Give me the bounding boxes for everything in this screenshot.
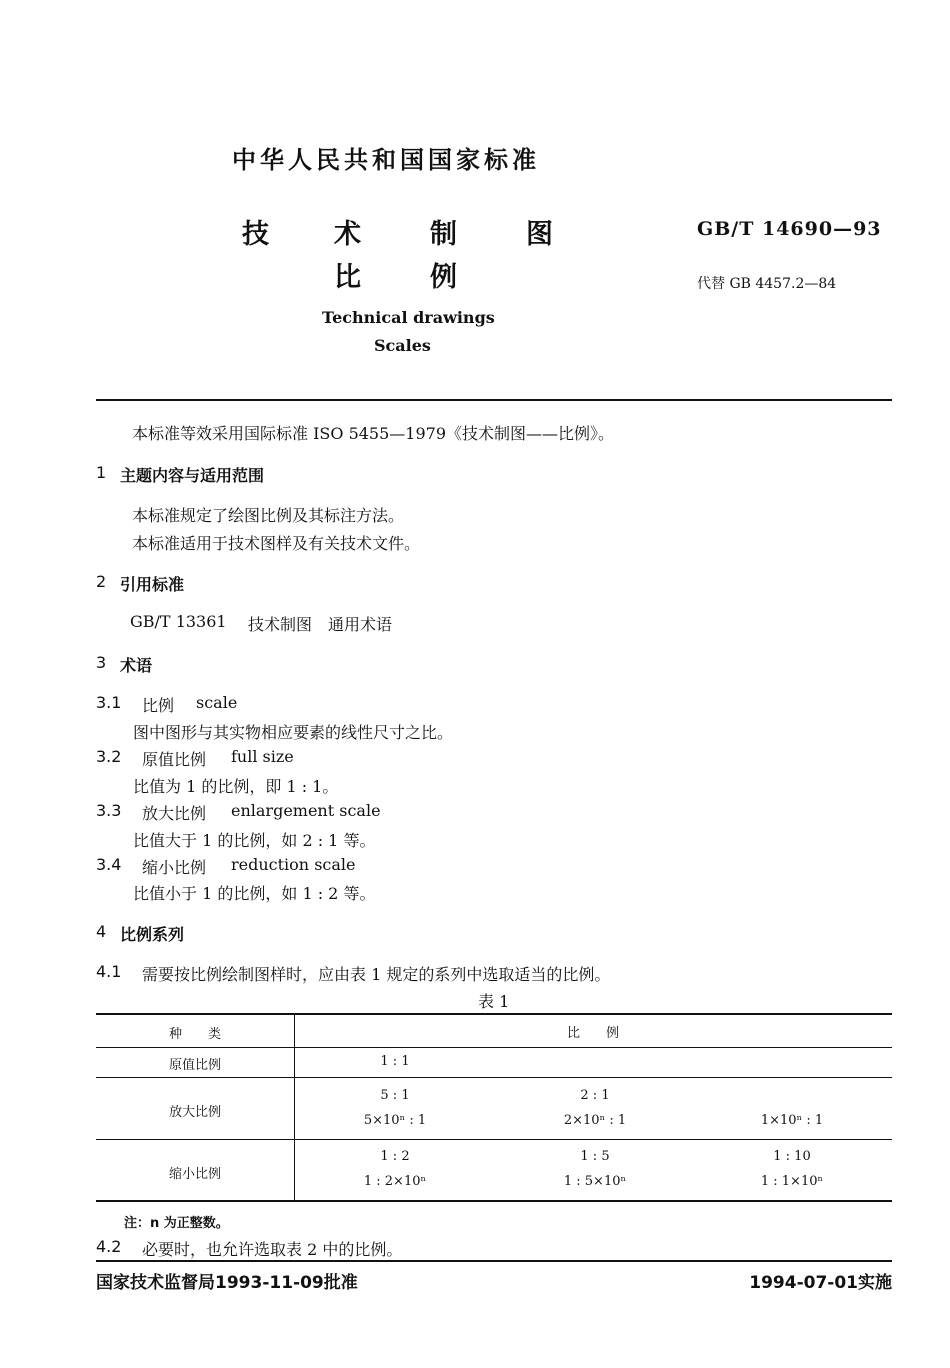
table-cell: 5 : 1 xyxy=(380,1088,410,1103)
table-cell: 1×10ⁿ : 1 xyxy=(760,1113,824,1128)
section-number: 1 xyxy=(96,463,107,482)
term-definition: 比值为 1 的比例，即 1 : 1。 xyxy=(133,777,339,796)
term-cn: 原值比例 xyxy=(142,750,207,769)
footer-divider xyxy=(96,1260,892,1262)
table-row-kind: 放大比例 xyxy=(168,1105,221,1120)
term-definition: 比值大于 1 的比例，如 2 : 1 等。 xyxy=(133,831,376,850)
english-subtitle: Scales xyxy=(374,336,431,355)
section-number: 4 xyxy=(96,922,107,941)
table-caption: 表 1 xyxy=(478,992,510,1011)
reference-code: GB/T 13361 xyxy=(130,612,227,631)
org-title: 中华人民共和国国家标准 xyxy=(232,146,540,174)
table-rule xyxy=(96,1139,892,1140)
replaces-note: 代替 GB 4457.2—84 xyxy=(697,276,837,292)
table-row-kind: 原值比例 xyxy=(168,1058,221,1073)
section-title: 引用标准 xyxy=(120,575,185,594)
approval-line: 国家技术监督局1993-11-09批准 xyxy=(96,1273,358,1293)
title-char: 图 xyxy=(526,219,553,250)
table-cell: 1 : 5 xyxy=(580,1149,610,1164)
english-title: Technical drawings xyxy=(322,308,495,327)
header-divider xyxy=(96,399,892,401)
table-header-kind: 种 类 xyxy=(168,1027,221,1042)
clause-text: 需要按比例绘制图样时，应由表 1 规定的系列中选取适当的比例。 xyxy=(142,965,611,984)
term-en: enlargement scale xyxy=(231,801,381,820)
section-title: 比例系列 xyxy=(120,925,185,944)
term-en: reduction scale xyxy=(231,855,356,874)
clause-number: 4.1 xyxy=(96,962,122,981)
table-cell: 1 : 1×10ⁿ xyxy=(760,1174,824,1189)
table-cell: 1 : 2 xyxy=(380,1149,410,1164)
section-title: 主题内容与适用范围 xyxy=(120,466,265,485)
table-cell: 5×10ⁿ : 1 xyxy=(363,1113,427,1128)
title-char: 技 xyxy=(242,219,269,250)
table-rule xyxy=(96,1013,892,1015)
term-cn: 放大比例 xyxy=(142,804,207,823)
paragraph: 本标准适用于技术图样及有关技术文件。 xyxy=(132,534,421,553)
term-definition: 图中图形与其实物相应要素的线性尺寸之比。 xyxy=(133,723,454,742)
title-char: 术 xyxy=(334,219,361,250)
term-number: 3.4 xyxy=(96,855,122,874)
table-column-divider xyxy=(294,1014,295,1201)
term-cn: 缩小比例 xyxy=(142,858,207,877)
term-en: scale xyxy=(196,693,238,712)
table-rule xyxy=(96,1047,892,1048)
reference-title: 技术制图 通用术语 xyxy=(248,615,393,634)
standard-number: GB/T 14690—93 xyxy=(697,218,882,240)
paragraph: 本标准规定了绘图比例及其标注方法。 xyxy=(132,506,405,525)
section-number: 3 xyxy=(96,653,107,672)
table-row-kind: 缩小比例 xyxy=(168,1167,221,1182)
table-cell: 2×10ⁿ : 1 xyxy=(563,1113,627,1128)
term-en: full size xyxy=(231,747,294,766)
term-number: 3.1 xyxy=(96,693,122,712)
table-rule xyxy=(96,1077,892,1078)
intro-paragraph: 本标准等效采用国际标准 ISO 5455—1979《技术制图——比例》。 xyxy=(132,424,615,443)
table-cell: 1 : 1 xyxy=(380,1054,410,1069)
term-number: 3.3 xyxy=(96,801,122,820)
table-header-ratio: 比 例 xyxy=(566,1026,619,1041)
table-cell: 1 : 10 xyxy=(773,1149,811,1164)
term-definition: 比值小于 1 的比例，如 1 : 2 等。 xyxy=(133,884,376,903)
section-title: 术语 xyxy=(120,656,153,675)
table-rule xyxy=(96,1200,892,1202)
clause-number: 4.2 xyxy=(96,1237,122,1256)
table-note: 注：n 为正整数。 xyxy=(124,1216,229,1231)
title-char: 例 xyxy=(430,262,457,293)
table-cell: 1 : 5×10ⁿ xyxy=(563,1174,627,1189)
effective-date: 1994-07-01实施 xyxy=(749,1273,892,1293)
table-cell: 1 : 2×10ⁿ xyxy=(363,1174,427,1189)
term-cn: 比例 xyxy=(142,696,175,715)
title-char: 比 xyxy=(334,262,361,293)
term-number: 3.2 xyxy=(96,747,122,766)
section-number: 2 xyxy=(96,572,107,591)
title-char: 制 xyxy=(430,219,457,250)
clause-text: 必要时，也允许选取表 2 中的比例。 xyxy=(142,1240,403,1259)
table-cell: 2 : 1 xyxy=(580,1088,610,1103)
